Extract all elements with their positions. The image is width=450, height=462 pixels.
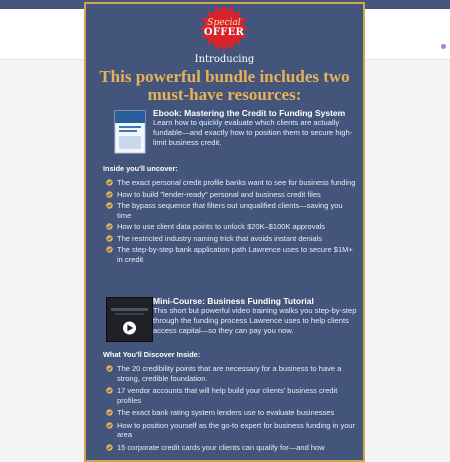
check-circle-icon: [106, 202, 113, 209]
ebook-title: Ebook: Mastering the Credit to Funding System: [153, 108, 346, 118]
ebook-description: Learn how to quickly evaluate which clients are actually fundable—and exactly how to position them to secure high-limit business credit.: [153, 118, 353, 147]
list-item: The step-by-step bank application path Lawrence uses to secure $1M+ in credit: [106, 245, 356, 264]
video-thumbnail[interactable]: [106, 297, 153, 342]
special-offer-badge: [200, 4, 248, 52]
check-circle-icon: [106, 444, 113, 451]
check-circle-icon: [106, 422, 113, 429]
intro-label: Introducing: [194, 54, 255, 65]
list-item: 15 corporate credit cards your clients can qualify for—and how: [106, 443, 356, 453]
check-circle-icon: [106, 223, 113, 230]
list-item: The 20 credibility points that are necessary for a business to have a strong, credible foundation.: [106, 364, 356, 383]
list-item: The exact personal credit profile banks want to see for business funding: [106, 178, 356, 188]
headline: This powerful bundle includes two must-have resources:: [99, 67, 350, 104]
course-description: This short but powerful video training walks you step-by-step through the funding process Lawrence uses to help clients access capital—so they can pay you now.: [153, 306, 357, 335]
chat-widget-dot[interactable]: [441, 44, 446, 49]
section-discover-title: What You'll Discover Inside:: [103, 350, 201, 359]
list-item: How to use client data points to unlock $20K–$100K approvals: [106, 222, 356, 232]
check-circle-icon: [106, 246, 113, 253]
check-circle-icon: [106, 179, 113, 186]
check-circle-icon: [106, 409, 113, 416]
badge-line-offer: OFFER: [203, 27, 245, 38]
inside-list: [106, 178, 356, 264]
list-item: The exact bank rating system lenders use to evaluate businesses: [106, 408, 356, 418]
check-circle-icon: [106, 235, 113, 242]
list-item: How to position yourself as the go-to expert for business funding in your area: [106, 421, 356, 440]
course-title: Mini-Course: Business Funding Tutorial: [153, 296, 314, 306]
check-circle-icon: [106, 365, 113, 372]
list-item: The bypass sequence that filters out unqualified clients—saving you time: [106, 201, 356, 220]
check-circle-icon: [106, 387, 113, 394]
check-circle-icon: [106, 191, 113, 198]
badge-line-special: Special: [207, 18, 241, 28]
list-item: How to build "lender-ready" personal and business credit files: [106, 190, 356, 200]
discover-list: [106, 364, 356, 452]
list-item: 17 vendor accounts that will help build your clients' business credit profiles: [106, 386, 356, 405]
list-item: The restricted industry naming trick that avoids instant denials: [106, 234, 356, 244]
ebook-cover-image: [112, 109, 148, 155]
section-inside-title: Inside you'll uncover:: [103, 164, 178, 173]
